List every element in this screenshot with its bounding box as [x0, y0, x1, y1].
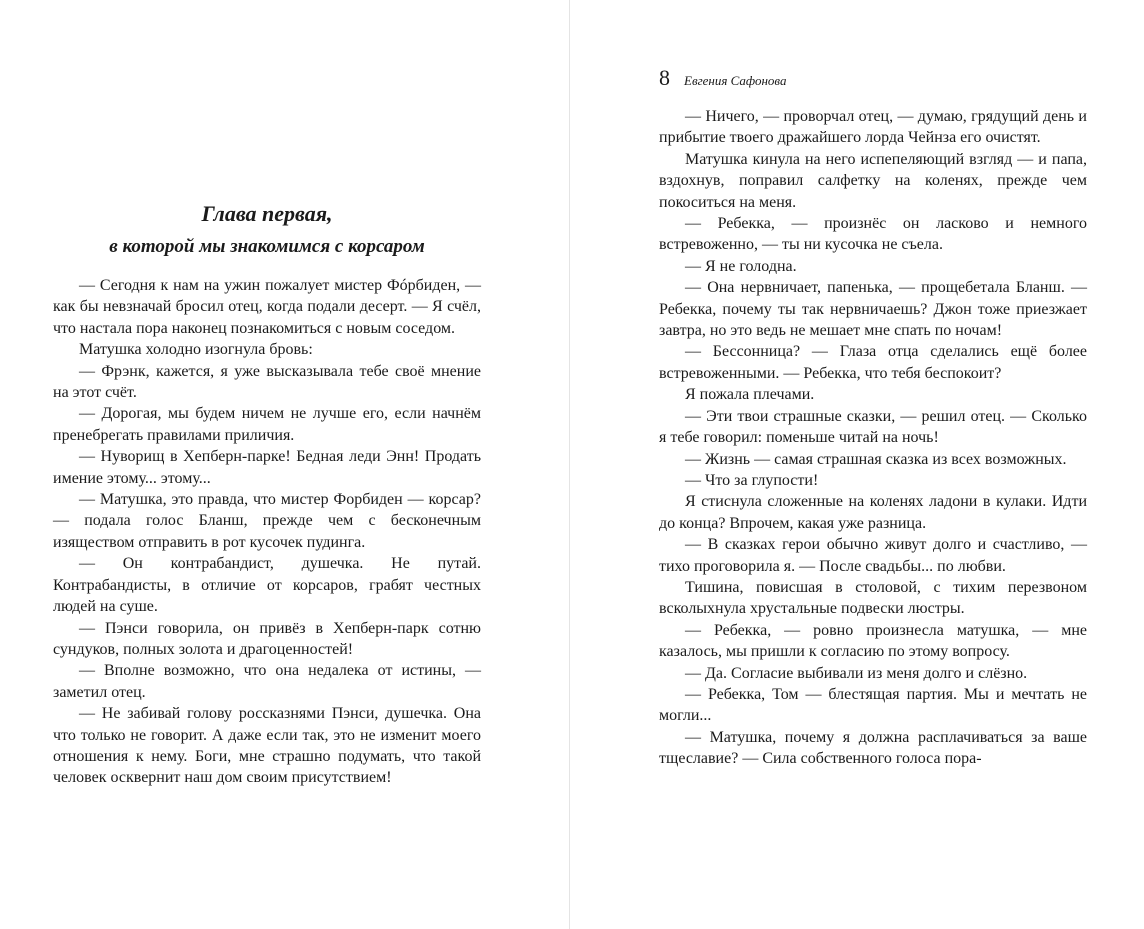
right-page-text — [659, 106, 1087, 770]
left-page — [0, 0, 569, 929]
paragraph: — Ребекка, Том — блестящая партия. Мы и мечтать не могли... — [659, 685, 1087, 725]
paragraph: — Да. Согласие выбивали из меня долго и слёзно. — [685, 664, 1028, 682]
left-page-text — [53, 275, 481, 789]
paragraph: — Нуворищ в Хепберн-парке! Бедная леди Энн! Продать имение этому... этому... — [53, 448, 481, 487]
paragraph: — Фрэнк, кажется, я уже высказывала тебе своё мнение на этот счёт. — [53, 362, 481, 402]
paragraph: — Я не голодна. — [685, 257, 797, 275]
chapter-subtitle: в которой мы знакомимся с корсаром — [109, 236, 425, 257]
right-page — [570, 0, 1144, 929]
paragraph: — Бессонница? — Глаза отца сделались ещё более встревоженными. — Ребекка, что тебя беспокоит? — [659, 343, 1087, 382]
paragraph: — Ничего, — проворчал отец, — думаю, грядущий день и прибытие твоего дражайшего лорда Чейнза его очистят. — [659, 108, 1087, 147]
paragraph: Матушка холодно изогнула бровь: — [79, 341, 313, 359]
paragraph: — Вполне возможно, что она недалека от истины, — заметил отец. — [53, 662, 481, 701]
paragraph: — Пэнси говорила, он привёз в Хепберн-парк сотню сундуков, полных золота и драгоценностей! — [53, 619, 481, 658]
paragraph: Я стиснула сложенные на коленях ладони в кулаки. Идти до конца? Впрочем, какая уже разница. — [659, 493, 1087, 532]
header-author: Евгения Сафонова — [684, 73, 787, 88]
paragraph: Я пожала плечами. — [685, 386, 815, 404]
paragraph: — Ребекка, — произнёс он ласково и немного встревоженно, — ты ни кусочка не съела. — [659, 215, 1087, 254]
chapter-title: Глава первая, — [201, 201, 333, 226]
paragraph: Матушка кинула на него испепеляющий взгляд — и папа, вздохнув, поправил салфетку на коленях, прежде чем покоситься на меня. — [659, 150, 1087, 211]
paragraph: Тишина, повисшая в столовой, с тихим перезвоном всколыхнула хрустальные подвески люстры. — [659, 578, 1087, 618]
running-head — [659, 64, 787, 92]
paragraph: — Она нервничает, папенька, — прощебетала Бланш. — Ребекка, почему ты так нервничаешь? Джон тоже приезжает завтра, но это ведь не мешает мне спать по ночам! — [659, 279, 1087, 340]
page-number: 8 — [659, 65, 670, 90]
paragraph: — Он контрабандист, душечка. Не путай. Контрабандисты, в отличие от корсаров, грабят честных людей на суше. — [53, 555, 481, 616]
paragraph: — В сказках герои обычно живут долго и счастливо, — тихо проговорила я. — После свадьбы... по любви. — [659, 536, 1087, 575]
paragraph: — Ребекка, — ровно произнесла матушка, — мне казалось, мы пришли к согласию по этому вопросу. — [659, 621, 1087, 661]
paragraph: — Матушка, это правда, что мистер Форбиден — корсар? — подала голос Бланш, прежде чем с бесконечным изяществом отправить в рот кусочек пудинга. — [53, 491, 481, 551]
paragraph: — Сегодня к нам на ужин пожалует мистер Фóрбиден, — как бы невзначай бросил отец, когда подали десерт. — Я счёл, что настала пора наконец познакомиться с новым соседом. — [53, 277, 481, 337]
paragraph: — Что за глупости! — [685, 471, 819, 489]
paragraph: — Эти твои страшные сказки, — решил отец. — Сколько я тебе говорил: поменьше читай на ночь! — [659, 407, 1087, 447]
paragraph: — Не забивай голову россказнями Пэнси, душечка. Она что только не говорит. А даже если так, это не изменит моего отношения к нему. Боги, мне страшно подумать, что такой человек осквернит наш дом своим присутствием! — [53, 705, 481, 787]
paragraph: — Жизнь — самая страшная сказка из всех возможных. — [685, 450, 1067, 468]
paragraph: — Матушка, почему я должна расплачиваться за ваше тщеславие? — Сила собственного голоса пора- — [659, 728, 1087, 768]
paragraph: — Дорогая, мы будем ничем не лучше его, если начнём пренебрегать правилами приличия. — [53, 405, 481, 444]
